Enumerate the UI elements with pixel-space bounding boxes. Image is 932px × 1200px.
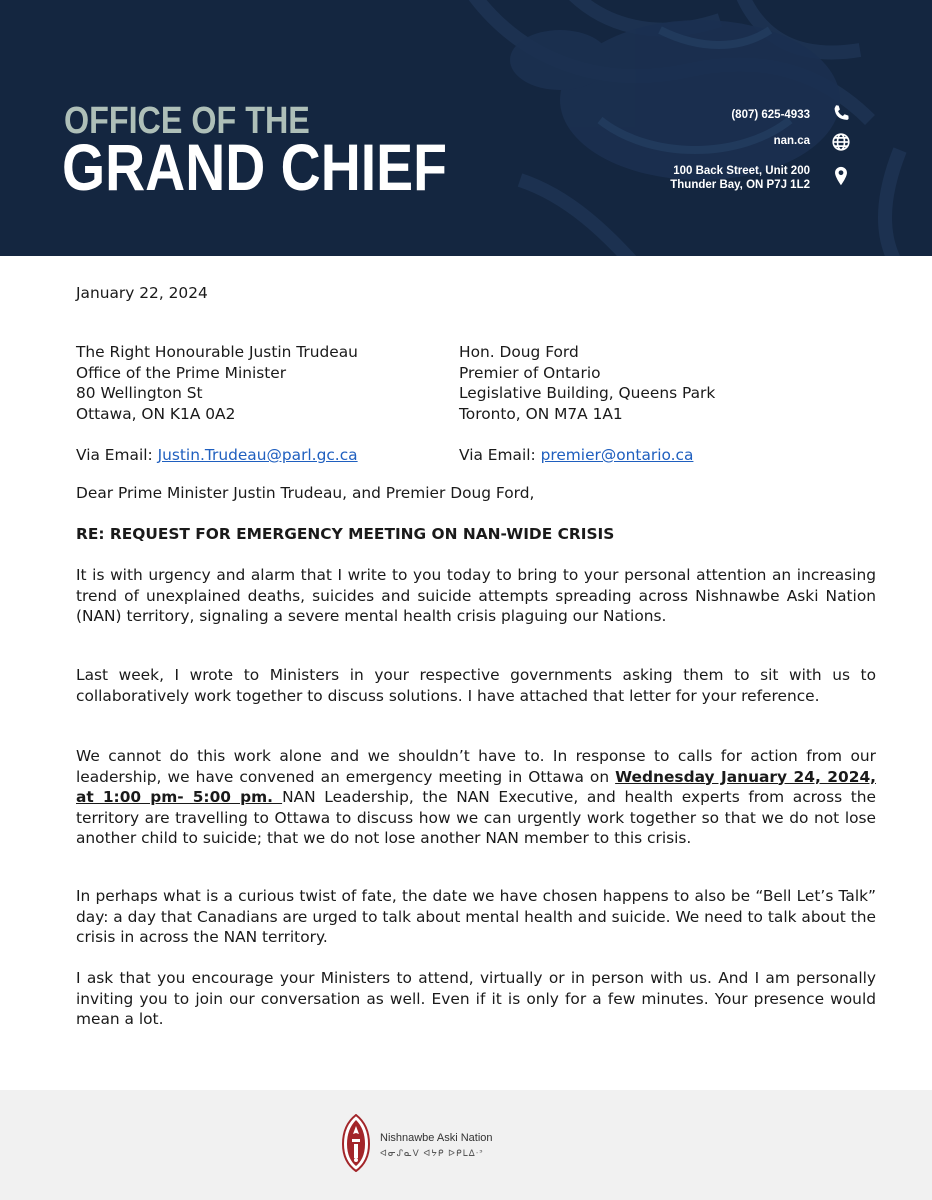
via-email-line [76,445,358,466]
globe-icon [830,131,852,153]
recipient-line: Premier of Ontario [459,363,601,382]
recipient-line: The Right Honourable Justin Trudeau [76,343,358,361]
paragraph-5: I ask that you encourage your Ministers to attend, virtually or in person with us. And I am personally inviting you to join our conversation as well. Even if it is only for a few minutes. Your presence would mean a lot. [76,969,876,1028]
address-street: 100 Back Street, Unit 200 [673,165,810,177]
salutation: Dear Prime Minister Justin Trudeau, and Premier Doug Ford, [76,484,535,502]
paragraph-1: It is with urgency and alarm that I write to you today to bring to your personal attention an increasing trend of unexplained deaths, suicides and suicide attempts spreading across Nishnawbe Aski Nation (NAN) territory, signaling a severe mental health crisis plaguing our Nations. [76,566,876,625]
via-email-label: Via Email: [76,446,158,464]
meeting-datetime: Wednesday January 24, 2024, at 1:00 pm- 5:00 pm. [76,767,876,806]
via-email-label: Via Email: [459,446,541,464]
paragraph-3-text: We cannot do this work alone and we shouldn’t have to. In response to calls for action from our leadership, we have convened an emergency meeting in Ottawa on [76,747,876,786]
paragraph-3 [76,746,876,849]
footer-org-syllabics: ᐊᓂᔑᓇᐯ ᐊᔭᑭ ᐅᑭᒪᐃᐧᐣ [380,1148,484,1158]
footer-org-name: Nishnawbe Aski Nation [380,1132,493,1144]
recipient-line: Hon. Doug Ford [459,343,579,361]
paragraph-4: In perhaps what is a curious twist of fate, the date we have chosen happens to also be “Bell Let’s Talk” day: a day that Canadians are urged to talk about mental health and suicide. We need to talk about the crisis in across the NAN territory. [76,887,876,946]
website[interactable]: nan.ca [773,135,810,147]
nan-logo-icon [341,1114,371,1172]
map-pin-icon [830,164,852,188]
email-link-trudeau[interactable]: Justin.Trudeau@parl.gc.ca [157,446,358,464]
recipient-line: Toronto, ON M7A 1A1 [459,404,623,423]
recipient-address-right [459,342,715,466]
letterhead-banner [0,0,932,256]
via-email-line [459,445,715,466]
phone-number: (807) 625-4933 [731,109,810,121]
letter-footer [0,1090,932,1200]
phone-icon [830,103,852,125]
office-title-small: OFFICE OF THE [64,100,310,142]
letter-date: January 22, 2024 [76,284,208,302]
recipient-line: Legislative Building, Queens Park [459,384,716,402]
paragraph-3-text: NAN Leadership, the NAN Executive, and health experts from across the territory are travelling to Ottawa to discuss how we can urgently work together so that we do not lose another child to suicide; that we do not lose another NAN member to this crisis. [76,788,876,847]
recipient-line: Office of the Prime Minister [76,363,287,382]
recipient-line: Ottawa, ON K1A 0A2 [76,404,236,423]
address-city: Thunder Bay, ON P7J 1L2 [670,179,810,191]
subject-line: RE: REQUEST FOR EMERGENCY MEETING ON NAN-WIDE CRISIS [76,525,615,543]
email-link-ford[interactable]: premier@ontario.ca [540,446,694,464]
paragraph-2: Last week, I wrote to Ministers in your respective governments asking them to sit with us to collaboratively work together to discuss solutions. I have attached that letter for your reference. [76,666,876,705]
recipient-line: 80 Wellington St [76,384,203,402]
office-title-large: GRAND CHIEF [62,130,447,204]
recipient-address-left [76,342,358,466]
